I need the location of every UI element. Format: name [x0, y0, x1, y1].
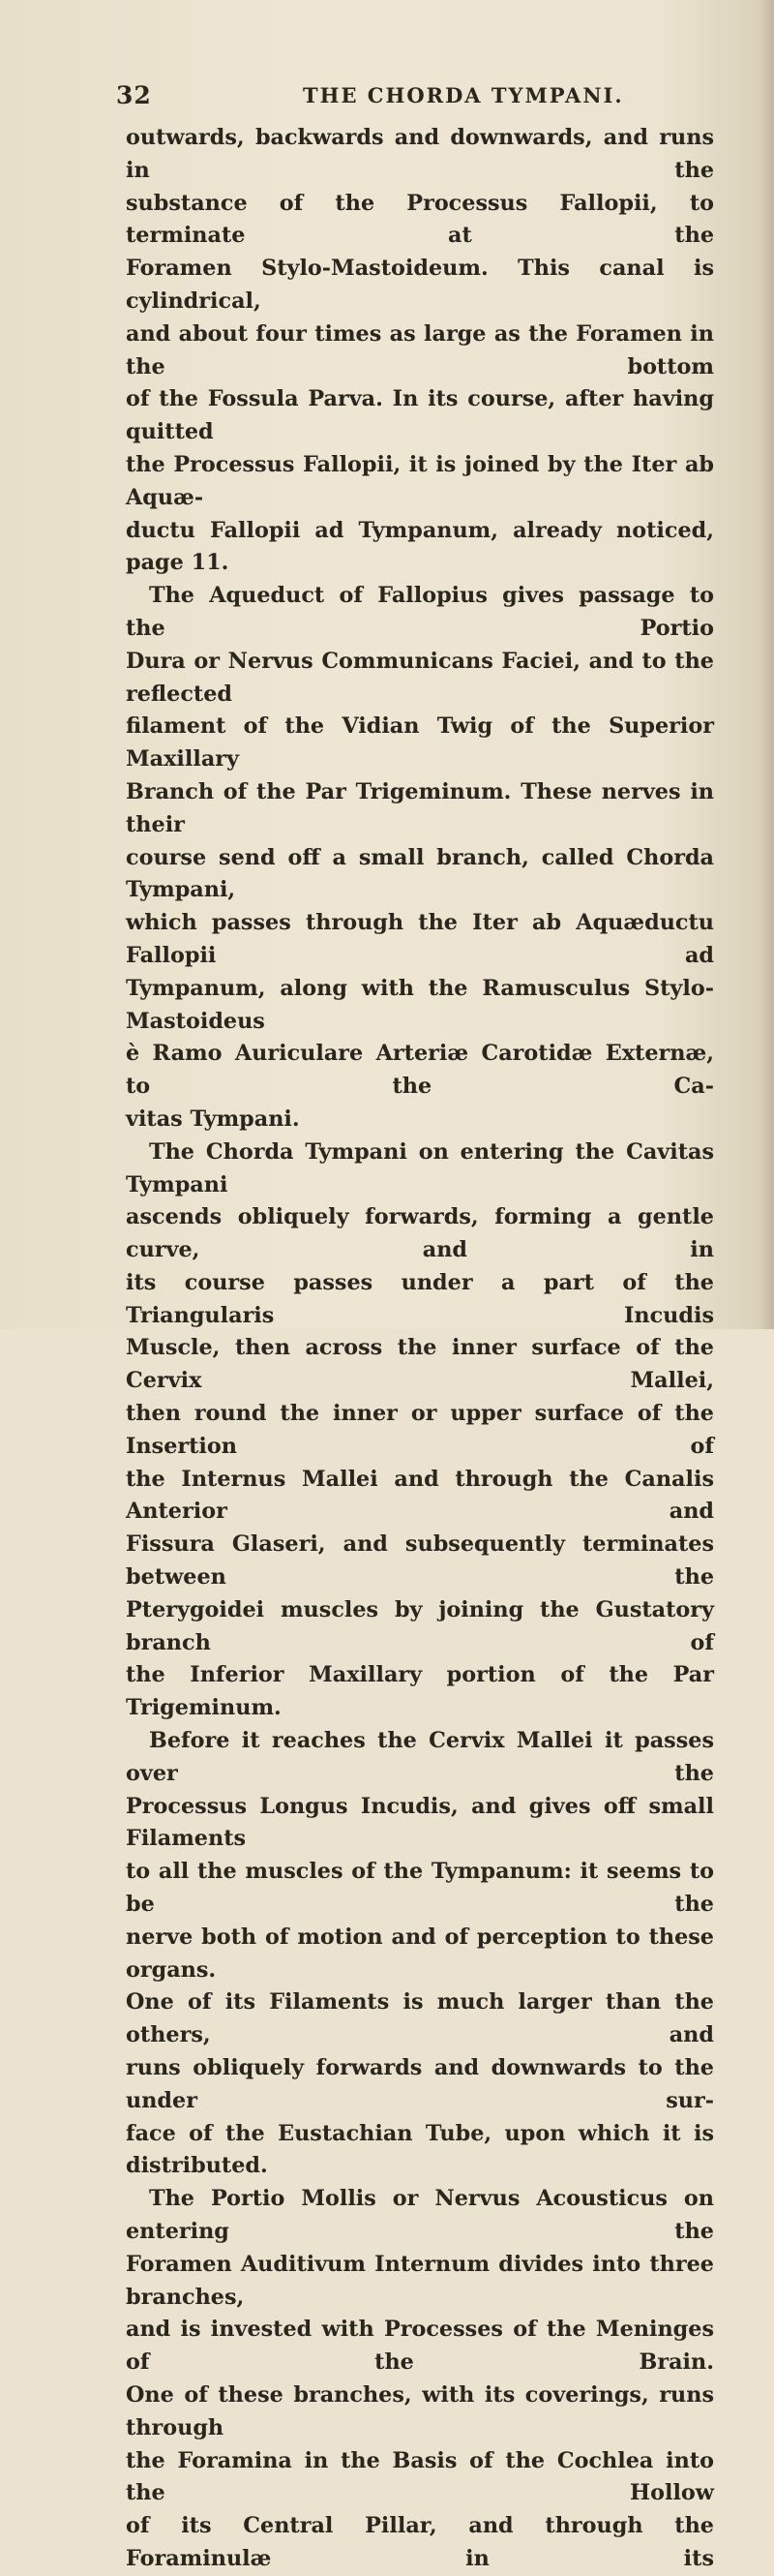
text-line: Fissura Glaseri, and subsequently terminates between the: [126, 1531, 714, 1591]
paragraph-start-line: The Chorda Tympani on entering the Cavitas Tympani: [126, 1138, 714, 1197]
text-line: the Foramina in the Basis of the Cochlea into the Hollow: [126, 2447, 714, 2506]
text-line: the Internus Mallei and through the Canalis Anterior and: [126, 1466, 714, 1525]
text-line: then round the inner or upper surface of the Insertion of: [126, 1401, 714, 1459]
text-line: nerve both of motion and of perception to these organs.: [126, 1924, 714, 1983]
text-line: Foramen Stylo-Mastoideum. This canal is cylindrical,: [126, 256, 714, 314]
text-line: to all the muscles of the Tympanum: it seems to be the: [126, 1859, 714, 1918]
text-line: vitas Tympani.: [126, 1106, 300, 1132]
paragraph-start-line: The Aqueduct of Fallopius gives passage to the Portio: [126, 583, 714, 641]
text-line: ductu Fallopii ad Tympanum, already noticed, page 11.: [126, 517, 714, 576]
text-line: One of its Filaments is much larger than the others, and: [126, 1989, 714, 2048]
paragraph-start-line: Before it reaches the Cervix Mallei it passes over the: [126, 1728, 714, 1786]
text-line: and is invested with Processes of the Meninges of the Brain.: [126, 2317, 714, 2376]
page-edge-shadow: [759, 0, 774, 1329]
text-line: of its Central Pillar, and through the Foraminulæ in its: [126, 2513, 714, 2571]
text-line: è Ramo Auriculare Arteriæ Carotidæ Externæ, to the Ca-: [126, 1041, 714, 1100]
text-line: Dura or Nervus Communicans Faciei, and to the reflected: [126, 648, 714, 707]
text-line: which passes through the Iter ab Aquæductu Fallopii ad: [126, 910, 714, 968]
text-line: face of the Eustachian Tube, upon which it is distributed.: [126, 2120, 714, 2179]
text-line: runs obliquely forwards and downwards to the under sur-: [126, 2055, 714, 2113]
body-text: [126, 122, 714, 2576]
text-line: filament of the Vidian Twig of the Superior Maxillary: [126, 713, 714, 773]
text-line: One of these branches, with its coverings, runs through: [126, 2381, 714, 2440]
text-line: Muscle, then across the inner surface of the Cervix Mallei,: [126, 1335, 714, 1394]
text-line: Branch of the Par Trigeminum. These nerves in their: [126, 778, 714, 837]
text-line: substance of the Processus Fallopii, to terminate at the: [126, 190, 714, 249]
page-header: [116, 81, 716, 112]
text-line: the Processus Fallopii, it is joined by the Iter ab Aquæ-: [126, 451, 714, 510]
text-line: Foramen Auditivum Internum divides into three branches,: [126, 2251, 714, 2310]
text-line: Pterygoidei muscles by joining the Gustatory branch of: [126, 1596, 714, 1655]
text-line: its course passes under a part of the Triangularis Incudis: [126, 1269, 714, 1328]
text-line: Tympanum, along with the Ramusculus Stylo-Mastoideus: [126, 975, 714, 1034]
text-line: Processus Longus Incudis, and gives off small Filaments: [126, 1793, 714, 1852]
text-line: course send off a small branch, called Chorda Tympani,: [126, 844, 714, 903]
paragraph-start-line: The Portio Mollis or Nervus Acousticus on entering the: [126, 2186, 714, 2244]
page-number: 32: [116, 81, 152, 109]
text-line: and about four times as large as the Foramen in the bottom: [126, 320, 714, 379]
text-line: the Inferior Maxillary portion of the Par Trigeminum.: [126, 1662, 714, 1721]
text-line: ascends obliquely forwards, forming a gentle curve, and in: [126, 1204, 714, 1263]
running-title: THE CHORDA TYMPANI.: [303, 83, 624, 107]
text-line: outwards, backwards and downwards, and runs in the: [126, 125, 714, 183]
text-line: of the Fossula Parva. In its course, after having quitted: [126, 386, 714, 445]
